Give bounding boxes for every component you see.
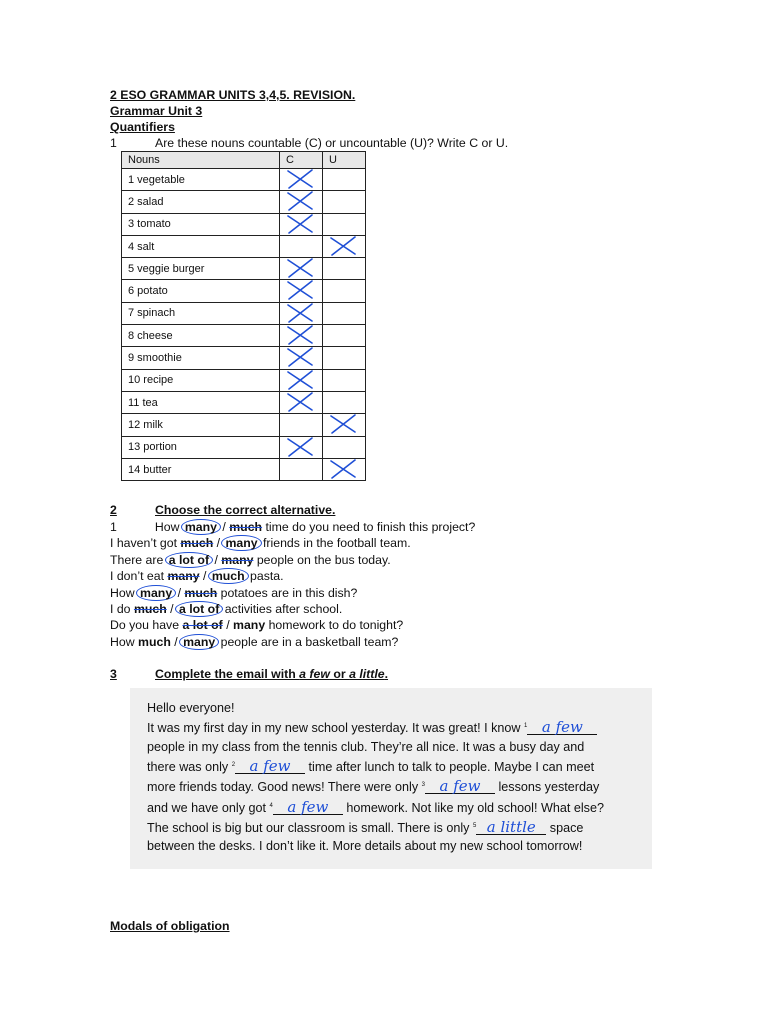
sentence-text: homework to do tonight? (265, 618, 404, 633)
email-greeting: Hello everyone! (147, 701, 235, 715)
column-header-u: U (323, 152, 366, 169)
uncountable-cell[interactable] (323, 302, 366, 324)
gap-number: 2 (231, 761, 236, 768)
option[interactable]: many (233, 618, 266, 633)
sentence-text: I don’t eat (110, 569, 168, 584)
countable-cell[interactable] (280, 325, 323, 347)
noun-cell: 14 butter (122, 458, 280, 480)
option-a-little: a little (349, 667, 385, 681)
noun-cell: 8 cheese (122, 325, 280, 347)
email-text: time after lunch to talk to people. Maybe I can meet (305, 759, 595, 774)
countable-cell[interactable] (280, 347, 323, 369)
answer-blank-3[interactable]: a few (425, 779, 495, 794)
sentence-text: Do you have (110, 618, 183, 633)
countable-cell[interactable] (280, 391, 323, 413)
table-row (122, 414, 366, 436)
countable-cell[interactable] (280, 414, 323, 436)
countable-cell[interactable] (280, 191, 323, 213)
column-header-nouns: Nouns (122, 152, 280, 169)
noun-cell: 4 salt (122, 235, 280, 257)
document-title: 2 ESO GRAMMAR UNITS 3,4,5. REVISION. (110, 88, 356, 102)
slash: / (219, 520, 230, 534)
uncountable-cell[interactable] (323, 235, 366, 257)
email-line (147, 797, 637, 817)
chosen-option[interactable]: many (221, 535, 261, 551)
column-header-c: C (280, 152, 323, 169)
unit-heading: Grammar Unit 3 (110, 104, 203, 118)
sentence-text: How (110, 585, 139, 600)
table-row (122, 280, 366, 302)
email-text: there was only (147, 759, 232, 774)
chosen-option[interactable]: many (136, 585, 176, 601)
uncountable-cell[interactable] (323, 369, 366, 391)
slash: / (199, 569, 210, 584)
email-body (147, 699, 637, 856)
answer-blank-5[interactable]: a little (476, 820, 546, 835)
sentence-text: activities after school. (221, 602, 343, 617)
email-line (147, 756, 637, 776)
table-row (122, 436, 366, 458)
countable-cell[interactable] (280, 302, 323, 324)
uncountable-cell[interactable] (323, 414, 366, 436)
table-row (122, 235, 366, 257)
table-row (122, 347, 366, 369)
slash: / (166, 602, 177, 617)
sentence-text: friends in the football team. (259, 536, 411, 551)
countable-cell[interactable] (280, 458, 323, 480)
noun-cell: 11 tea (122, 391, 280, 413)
table-row (122, 258, 366, 280)
email-line: people in my class from the tennis club. They’re all nice. It was a busy day and (147, 739, 585, 754)
countable-cell[interactable] (280, 258, 323, 280)
sentence-7 (110, 617, 475, 633)
gap-number: 1 (524, 723, 528, 730)
sentence-5 (110, 585, 475, 601)
uncountable-cell[interactable] (323, 169, 366, 191)
slash: / (174, 585, 185, 600)
table-row (122, 458, 366, 480)
countable-cell[interactable] (280, 213, 323, 235)
uncountable-cell[interactable] (323, 280, 366, 302)
table-header-row (122, 152, 366, 169)
instruction-dot: . (384, 667, 389, 681)
email-text: more friends today. Good news! There were only (147, 780, 422, 795)
slash: / (213, 536, 224, 551)
sentence-text: I haven’t got (110, 536, 181, 551)
sentence-text: time do you need to finish this project? (262, 520, 476, 534)
sentence-number: 1 (110, 520, 117, 534)
uncountable-cell[interactable] (323, 436, 366, 458)
countable-cell[interactable] (280, 280, 323, 302)
email-box (130, 688, 652, 869)
table-row (122, 391, 366, 413)
uncountable-cell[interactable] (323, 347, 366, 369)
modals-heading: Modals of obligation (110, 919, 230, 933)
noun-cell: 12 milk (122, 414, 280, 436)
table-row (122, 302, 366, 324)
noun-cell: 5 veggie burger (122, 258, 280, 280)
email-line (147, 717, 637, 737)
table-row (122, 369, 366, 391)
chosen-option[interactable]: a lot of (165, 552, 213, 568)
sentence-8 (110, 634, 475, 650)
gap-number: 5 (472, 822, 477, 829)
sentence-6 (110, 601, 475, 617)
email-text: lessons yesterday (494, 780, 600, 795)
sentence-text: How (154, 520, 183, 534)
table-row (122, 213, 366, 235)
slash: / (222, 618, 234, 633)
countable-cell[interactable] (280, 235, 323, 257)
sentence-text: pasta. (246, 569, 284, 584)
table-row (122, 191, 366, 213)
countable-cell[interactable] (280, 369, 323, 391)
option[interactable]: much (180, 536, 214, 551)
uncountable-cell[interactable] (323, 258, 366, 280)
gap-number: 4 (269, 802, 273, 809)
sentence-text: people on the bus today. (253, 552, 391, 567)
noun-cell: 2 salad (122, 191, 280, 213)
chosen-option[interactable]: a lot of (175, 601, 223, 617)
option[interactable]: a lot of (182, 618, 223, 633)
instruction-text: Complete the email with (155, 667, 300, 681)
option[interactable]: many (167, 569, 200, 584)
chosen-option[interactable]: many (179, 634, 219, 650)
email-text: The school is big but our classroom is small. There is only (147, 821, 473, 836)
exercise2-number: 2 (110, 503, 117, 517)
answer-blank-2[interactable]: a few (235, 759, 305, 774)
option[interactable]: many (221, 552, 254, 567)
option[interactable]: much (229, 520, 263, 534)
noun-cell: 13 portion (122, 436, 280, 458)
sentence-text: There are (110, 552, 167, 567)
option[interactable]: much (184, 585, 218, 600)
noun-cell: 3 tomato (122, 213, 280, 235)
email-text: It was my first day in my new school yesterday. It was great! I know (147, 721, 525, 736)
email-text: homework. Not like my old school! What else? (342, 800, 604, 815)
countable-cell[interactable] (280, 436, 323, 458)
answer-blank-1[interactable]: a few (527, 720, 597, 735)
email-line (147, 776, 637, 796)
uncountable-cell[interactable] (323, 458, 366, 480)
option[interactable]: much (138, 634, 171, 649)
table-row (122, 325, 366, 347)
sentence-text: people are in a basketball team? (217, 634, 399, 649)
gap-number: 3 (421, 782, 425, 789)
option-a-few: a few (299, 667, 330, 681)
noun-cell: 6 potato (122, 280, 280, 302)
sentence-4 (110, 568, 475, 584)
sentence-2 (110, 535, 475, 551)
sentence-text: How (110, 634, 139, 649)
noun-cell: 1 vegetable (122, 169, 280, 191)
exercise2-sentences (110, 519, 475, 650)
uncountable-cell[interactable] (323, 391, 366, 413)
email-text: space (546, 821, 584, 836)
instruction-or: or (329, 667, 350, 681)
table-row (122, 169, 366, 191)
chosen-option[interactable]: much (208, 568, 249, 584)
exercise1-number: 1 (110, 136, 117, 150)
option[interactable]: much (133, 602, 167, 617)
email-line: between the desks. I don’t like it. More details about my new school tomorrow! (147, 839, 583, 854)
slash: / (211, 552, 222, 567)
exercise1-instruction: Are these nouns countable (C) or uncountable (U)? Write C or U. (155, 136, 509, 150)
section-heading: Quantifiers (110, 120, 175, 134)
chosen-option[interactable]: many (181, 519, 221, 535)
sentence-text: I do (110, 602, 134, 617)
sentence-3 (110, 552, 475, 568)
email-line (147, 817, 637, 837)
exercise3-instruction (155, 667, 388, 681)
noun-cell: 10 recipe (122, 369, 280, 391)
sentence-1 (110, 519, 475, 535)
sentence-text: potatoes are in this dish? (217, 585, 358, 600)
noun-cell: 9 smoothie (122, 347, 280, 369)
uncountable-cell[interactable] (323, 325, 366, 347)
uncountable-cell[interactable] (323, 191, 366, 213)
answer-blank-4[interactable]: a few (273, 800, 343, 815)
noun-cell: 7 spinach (122, 302, 280, 324)
slash: / (170, 634, 182, 649)
nouns-table (121, 151, 366, 481)
email-text: and we have only got (147, 800, 270, 815)
uncountable-cell[interactable] (323, 213, 366, 235)
countable-cell[interactable] (280, 169, 323, 191)
exercise3-number: 3 (110, 667, 117, 681)
exercise2-instruction: Choose the correct alternative. (155, 503, 336, 517)
